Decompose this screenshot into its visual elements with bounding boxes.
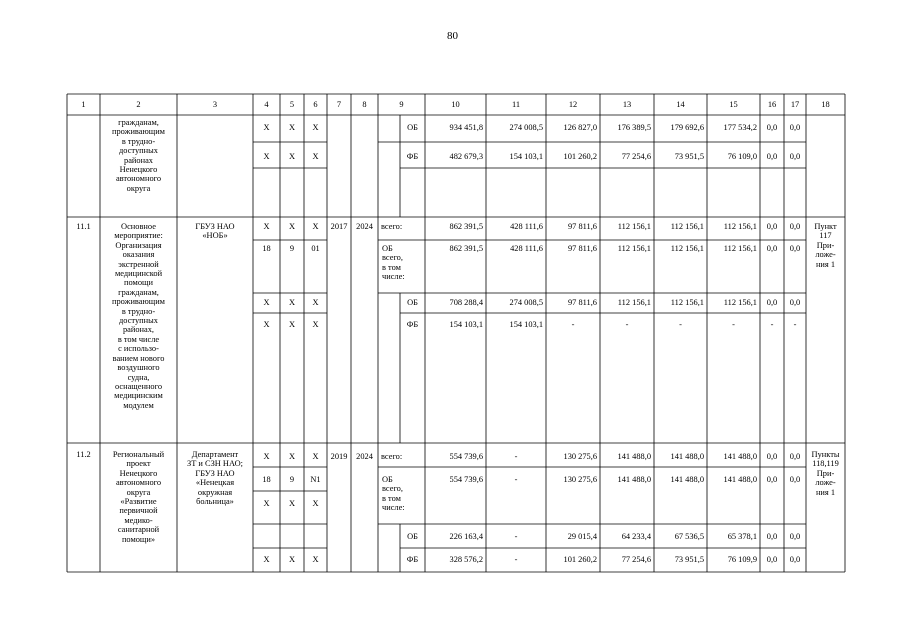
cell-c9: всего:	[381, 222, 403, 231]
cell-c6: X	[312, 152, 319, 161]
block1-start-year: 2017	[330, 222, 348, 231]
cell-c15: 76 109,0	[727, 152, 757, 161]
cell-c10: 328 576,2	[449, 555, 483, 564]
cell-c15: 112 156,1	[723, 298, 757, 307]
cell-c12: 126 827,0	[563, 123, 597, 132]
cell-c14: 112 156,1	[670, 298, 704, 307]
cell-c13: 77 254,6	[621, 555, 651, 564]
cell-c11: -	[514, 452, 518, 461]
header-col-5: 5	[289, 100, 295, 109]
cell-c16: 0,0	[766, 475, 778, 484]
block0-description: гражданам, проживающим в трудно- доступных районах Ненецкого автономного округа	[112, 118, 165, 193]
cell-c9: ФБ	[406, 152, 419, 161]
cell-c13: 64 233,4	[621, 532, 651, 541]
cell-c5: X	[288, 452, 296, 461]
cell-c17: 0,0	[789, 532, 801, 541]
cell-c5: X	[288, 320, 296, 329]
cell-c11: 274 008,5	[509, 123, 543, 132]
cell-c6: X	[312, 452, 319, 461]
cell-c15: 65 378,1	[727, 532, 757, 541]
cell-c12: 97 811,6	[567, 244, 597, 253]
cell-c9: ФБ	[406, 555, 419, 564]
cell-c10: 482 679,3	[449, 152, 483, 161]
header-col-4: 4	[264, 100, 269, 109]
header-col-15: 15	[729, 100, 738, 109]
header-col-16: 16	[767, 100, 777, 109]
cell-c5: X	[288, 222, 296, 231]
cell-c10: 934 451,8	[449, 123, 483, 132]
block1-description: Основное мероприятие: Организация оказания экстренной медицинской помощи гражданам, проживающим в трудно- доступных районах, в том числе с использо- ванием нового воздушного судна, оснащенного медицинским модулем	[112, 222, 165, 410]
cell-c5: 9	[289, 244, 295, 253]
cell-c13: -	[625, 320, 629, 329]
cell-c12: 130 275,6	[563, 475, 597, 484]
cell-c4: X	[263, 298, 270, 307]
cell-c4: X	[263, 452, 270, 461]
cell-c16: -	[770, 320, 774, 329]
cell-c5: X	[288, 298, 296, 307]
header-col-6: 6	[313, 100, 318, 109]
cell-c5: 9	[289, 475, 295, 484]
cell-c10: 554 739,6	[449, 452, 483, 461]
row-number-11-1: 11.1	[76, 222, 91, 231]
cell-c6: X	[312, 320, 319, 329]
cell-c16: 0,0	[766, 555, 778, 564]
cell-c11: 428 111,6	[510, 222, 543, 231]
cell-c14: -	[679, 320, 682, 329]
cell-c14: 73 951,5	[674, 555, 704, 564]
header-col-2: 2	[136, 100, 141, 109]
cell-c11: 154 103,1	[509, 320, 543, 329]
row-number-11-2: 11.2	[76, 450, 91, 459]
cell-c4: X	[263, 222, 270, 231]
cell-c9: ОБ	[407, 123, 418, 132]
cell-c15: -	[732, 320, 735, 329]
cell-c11: 274 008,5	[509, 298, 543, 307]
cell-c11: 154 103,1	[509, 152, 543, 161]
cell-c17: -	[793, 320, 797, 329]
cell-c13: 141 488,0	[617, 452, 651, 461]
cell-c5: X	[288, 152, 296, 161]
cell-c15: 141 488,0	[723, 452, 757, 461]
block1-end-year: 2024	[356, 222, 373, 231]
cell-c13: 77 254,6	[621, 152, 651, 161]
block2-start-year: 2019	[330, 452, 348, 461]
block1-reference: Пункт 117 При- ложе- ния 1	[814, 222, 837, 269]
cell-c15: 76 109,9	[727, 555, 757, 564]
cell-c14: 141 488,0	[670, 452, 704, 461]
cell-c9: всего:	[381, 452, 403, 461]
cell-c13: 176 389,5	[617, 123, 651, 132]
cell-c15: 141 488,0	[723, 475, 757, 484]
cell-c13: 112 156,1	[617, 222, 651, 231]
cell-c4: 18	[262, 475, 271, 484]
block1-executor: ГБУЗ НАО «НОБ»	[195, 222, 235, 241]
cell-c16: 0,0	[766, 152, 778, 161]
header-col-13: 13	[622, 100, 632, 109]
block2-end-year: 2024	[356, 452, 373, 461]
cell-c15: 112 156,1	[723, 244, 757, 253]
cell-c16: 0,0	[766, 244, 778, 253]
header-col-7: 7	[336, 100, 342, 109]
header-col-3: 3	[212, 100, 218, 109]
cell-c17: 0,0	[789, 123, 801, 132]
cell-c16: 0,0	[766, 123, 778, 132]
cell-c16: 0,0	[766, 452, 778, 461]
cell-c4: X	[263, 152, 270, 161]
cell-c10: 154 103,1	[449, 320, 483, 329]
cell-c16: 0,0	[766, 298, 778, 307]
cell-c6: X	[312, 222, 319, 231]
cell-c17: 0,0	[789, 244, 801, 253]
cell-c17: 0,0	[789, 475, 801, 484]
cell-c14: 112 156,1	[670, 244, 704, 253]
cell-c15: 177 534,2	[723, 123, 757, 132]
header-col-8: 8	[362, 100, 367, 109]
cell-c6: X	[312, 298, 319, 307]
cell-c15: 112 156,1	[723, 222, 757, 231]
cell-c9: ОБ	[407, 532, 418, 541]
cell-c12: 101 260,2	[563, 152, 597, 161]
cell-c12: 97 811,6	[567, 298, 597, 307]
cell-c12: -	[571, 320, 575, 329]
header-col-1: 1	[81, 100, 86, 109]
cell-c9: ОБ всего, в том числе:	[382, 244, 405, 282]
cell-c12: 97 811,6	[567, 222, 597, 231]
cell-c13: 141 488,0	[617, 475, 651, 484]
cell-c11: -	[514, 475, 518, 484]
header-col-14: 14	[676, 100, 685, 109]
cell-c11: 428 111,6	[510, 244, 543, 253]
cell-c16: 0,0	[766, 222, 778, 231]
cell-c12: 101 260,2	[563, 555, 597, 564]
cell-c4: X	[263, 123, 270, 132]
cell-c5: X	[288, 123, 296, 132]
cell-c12: 130 275,6	[563, 452, 597, 461]
header-col-10: 10	[451, 100, 460, 109]
cell-c5: X	[288, 499, 296, 508]
cell-c4: X	[263, 555, 270, 564]
cell-c13: 112 156,1	[617, 244, 651, 253]
cell-c11: -	[514, 532, 518, 541]
cell-c9: ФБ	[406, 320, 419, 329]
cell-c14: 67 536,5	[674, 532, 704, 541]
cell-c14: 112 156,1	[670, 222, 704, 231]
cell-c17: 0,0	[789, 222, 801, 231]
cell-c9: ОБ всего, в том числе:	[382, 475, 405, 513]
cell-c4: 18	[262, 244, 271, 253]
header-col-9: 9	[399, 100, 404, 109]
cell-c10: 708 288,4	[449, 298, 483, 307]
cell-c12: 29 015,4	[567, 532, 597, 541]
cell-c16: 0,0	[766, 532, 778, 541]
cell-c10: 226 163,4	[449, 532, 483, 541]
header-col-18: 18	[821, 100, 830, 109]
cell-c11: -	[514, 555, 518, 564]
header-col-12: 12	[568, 100, 578, 109]
cell-c14: 179 692,6	[670, 123, 704, 132]
block2-executor: Департамент ЗТ и СЗН НАО; ГБУЗ НАО «Ненецкая окружная больница»	[187, 450, 243, 507]
cell-c17: 0,0	[789, 152, 801, 161]
cell-c6: X	[312, 123, 319, 132]
cell-c6: X	[312, 555, 319, 564]
block2-description: Региональный проект Ненецкого автономного округа «Развитие первичной медико- санитарной помощи»	[112, 450, 165, 544]
cell-c5: X	[288, 555, 296, 564]
header-col-17: 17	[790, 100, 800, 109]
cell-c14: 141 488,0	[670, 475, 704, 484]
cell-c10: 554 739,6	[449, 475, 483, 484]
cell-c17: 0,0	[789, 555, 801, 564]
cell-c4: X	[263, 499, 270, 508]
cell-c13: 112 156,1	[617, 298, 651, 307]
cell-c10: 862 391,5	[449, 222, 483, 231]
page-number: 80	[447, 30, 458, 42]
cell-c17: 0,0	[789, 298, 801, 307]
cell-c17: 0,0	[789, 452, 801, 461]
block2-reference: Пункты 118,119 При- ложе- ния 1	[811, 450, 840, 497]
cell-c4: X	[263, 320, 270, 329]
cell-c6: X	[312, 499, 319, 508]
cell-c9: ОБ	[407, 298, 418, 307]
cell-c6: 01	[311, 244, 320, 253]
header-col-11: 11	[511, 100, 521, 109]
cell-c10: 862 391,5	[449, 244, 483, 253]
cell-c14: 73 951,5	[674, 152, 704, 161]
cell-c6: N1	[310, 475, 321, 484]
